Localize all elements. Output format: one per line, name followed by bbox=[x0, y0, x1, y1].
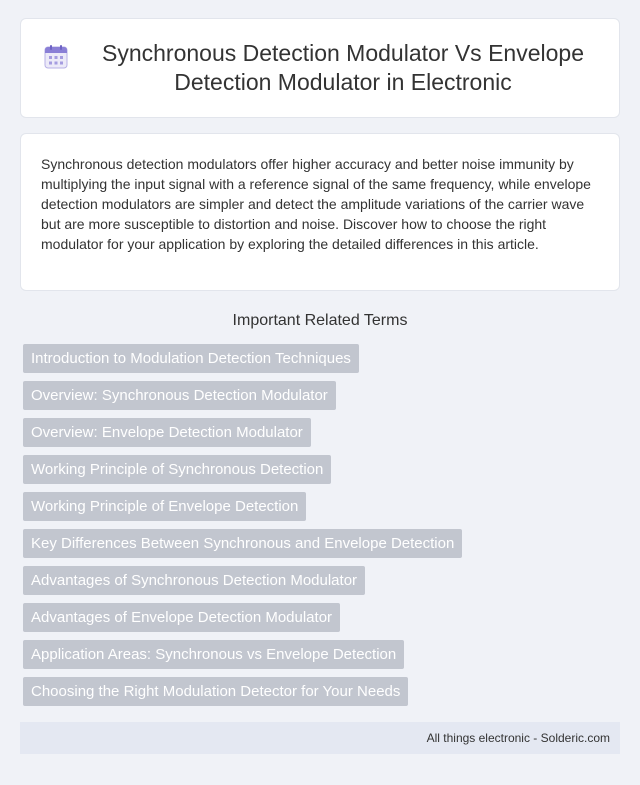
related-term-link[interactable]: Choosing the Right Modulation Detector for Your Needs bbox=[23, 677, 408, 706]
related-terms-list bbox=[23, 344, 623, 714]
title-card bbox=[20, 18, 620, 118]
related-term-link[interactable]: Advantages of Envelope Detection Modulator bbox=[23, 603, 340, 632]
related-term-link[interactable]: Working Principle of Synchronous Detection bbox=[23, 455, 331, 484]
footer-bar bbox=[20, 722, 620, 754]
related-term-link[interactable]: Advantages of Synchronous Detection Modulator bbox=[23, 566, 365, 595]
related-term-link[interactable]: Overview: Synchronous Detection Modulator bbox=[23, 381, 336, 410]
related-term-link[interactable]: Application Areas: Synchronous vs Envelope Detection bbox=[23, 640, 404, 669]
related-term-link[interactable]: Working Principle of Envelope Detection bbox=[23, 492, 306, 521]
summary-card bbox=[20, 133, 620, 291]
calendar-icon bbox=[42, 43, 70, 71]
page-title: Synchronous Detection Modulator Vs Envelope Detection Modulator in Electronic bbox=[101, 40, 584, 95]
related-term-link[interactable]: Key Differences Between Synchronous and Envelope Detection bbox=[23, 529, 462, 558]
related-terms-heading: Important Related Terms bbox=[232, 312, 408, 329]
related-term-link[interactable]: Introduction to Modulation Detection Techniques bbox=[23, 344, 359, 373]
footer-text: All things electronic - Solderic.com bbox=[426, 731, 610, 745]
summary-text: Synchronous detection modulators offer higher accuracy and better noise immunity by multiplying the input signal with a reference signal of the same frequency, while envelope detection modulators are simpler and detect the amplitude variations of the carrier wave but are more susceptible to distortion and noise. Discover how to choose the right modulator for your application by exploring the detailed differences in this article. bbox=[41, 156, 591, 252]
related-term-link[interactable]: Overview: Envelope Detection Modulator bbox=[23, 418, 311, 447]
title-container bbox=[42, 39, 598, 97]
